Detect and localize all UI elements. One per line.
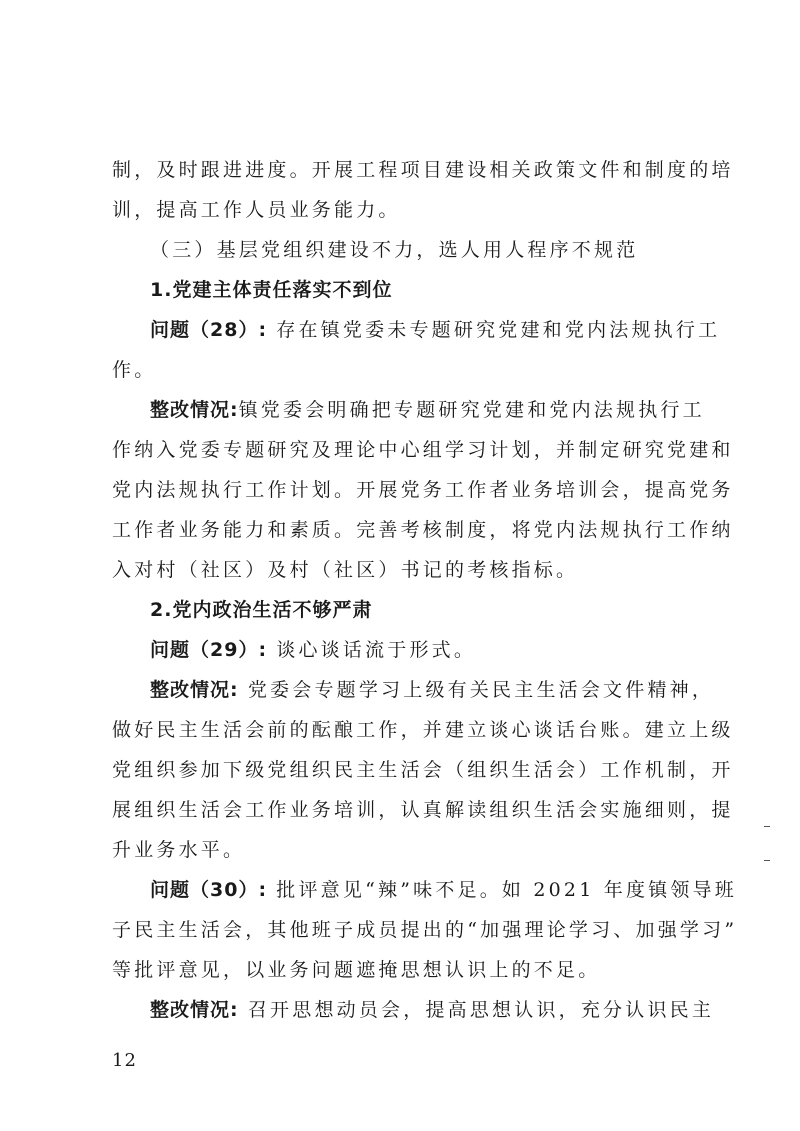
problem-text: 批评意见“辣”味不足。如 2021 年度镇领导班	[267, 879, 737, 901]
problem-30-line	[150, 877, 737, 903]
problem-text: 存在镇党委未专题研究党建和党内法规执行工	[267, 319, 721, 341]
paragraph-line: 展组织生活会工作业务培训，认真解读组织生活会实施细则，提	[112, 799, 734, 821]
paragraph-line: 做好民主生活会前的酝酿工作，并建立谈心谈话台账。建立上级	[112, 719, 734, 741]
subsection-heading: 1.党建主体责任落实不到位	[150, 279, 393, 301]
paragraph-line: 作纳入党委专题研究及理论中心组学习计划，并制定研究党建和	[112, 439, 734, 461]
paragraph-line: 子民主生活会，其他班子成员提出的“加强理论学习、加强学习”	[112, 919, 738, 941]
paragraph-line: 升业务水平。	[112, 839, 246, 861]
problem-text: 谈心谈话流于形式。	[267, 639, 477, 661]
rectification-text: 镇党委会明确把专题研究党建和党内法规执行工	[238, 399, 705, 421]
rectification-text: 召开思想动员会，提高思想认识，充分认识民主	[238, 999, 715, 1021]
rectification-line	[150, 397, 705, 423]
paragraph-line: 训，提高工作人员业务能力。	[112, 199, 401, 221]
paragraph-line: 党组织参加下级党组织民主生活会（组织生活会）工作机制，开	[112, 759, 734, 781]
rectification-text: 党委会专题学习上级有关民主生活会文件精神，	[238, 679, 715, 701]
paragraph-line: 等批评意见，以业务问题遮掩思想认识上的不足。	[112, 959, 601, 981]
rectification-line	[150, 997, 715, 1023]
rectification-label: 整改情况:	[150, 999, 239, 1021]
paragraph-line: 入对村（社区）及村（社区）书记的考核指标。	[112, 559, 579, 581]
problem-29-line	[150, 637, 702, 663]
subsection-heading: 2.党内政治生活不够严肃	[150, 599, 373, 621]
paragraph-line: 工作者业务能力和素质。完善考核制度，将党内法规执行工作纳	[112, 519, 734, 541]
rectification-line	[150, 677, 715, 703]
problem-label: 问题（29）:	[150, 639, 268, 661]
problem-label: 问题（30）:	[150, 879, 268, 901]
paragraph-line: 作。	[112, 359, 157, 381]
rectification-label: 整改情况:	[150, 399, 239, 421]
margin-mark	[764, 826, 770, 827]
section-heading: （三）基层党组织建设不力，选人用人程序不规范	[150, 239, 639, 261]
paragraph-line: 制，及时跟进进度。开展工程项目建设相关政策文件和制度的培	[112, 159, 734, 181]
problem-label: 问题（28）:	[150, 319, 268, 341]
problem-28-line	[150, 317, 721, 343]
page-number: 12	[112, 1050, 137, 1071]
paragraph-line: 党内法规执行工作计划。开展党务工作者业务培训会，提高党务	[112, 479, 734, 501]
rectification-label: 整改情况:	[150, 679, 239, 701]
margin-mark	[764, 860, 770, 861]
